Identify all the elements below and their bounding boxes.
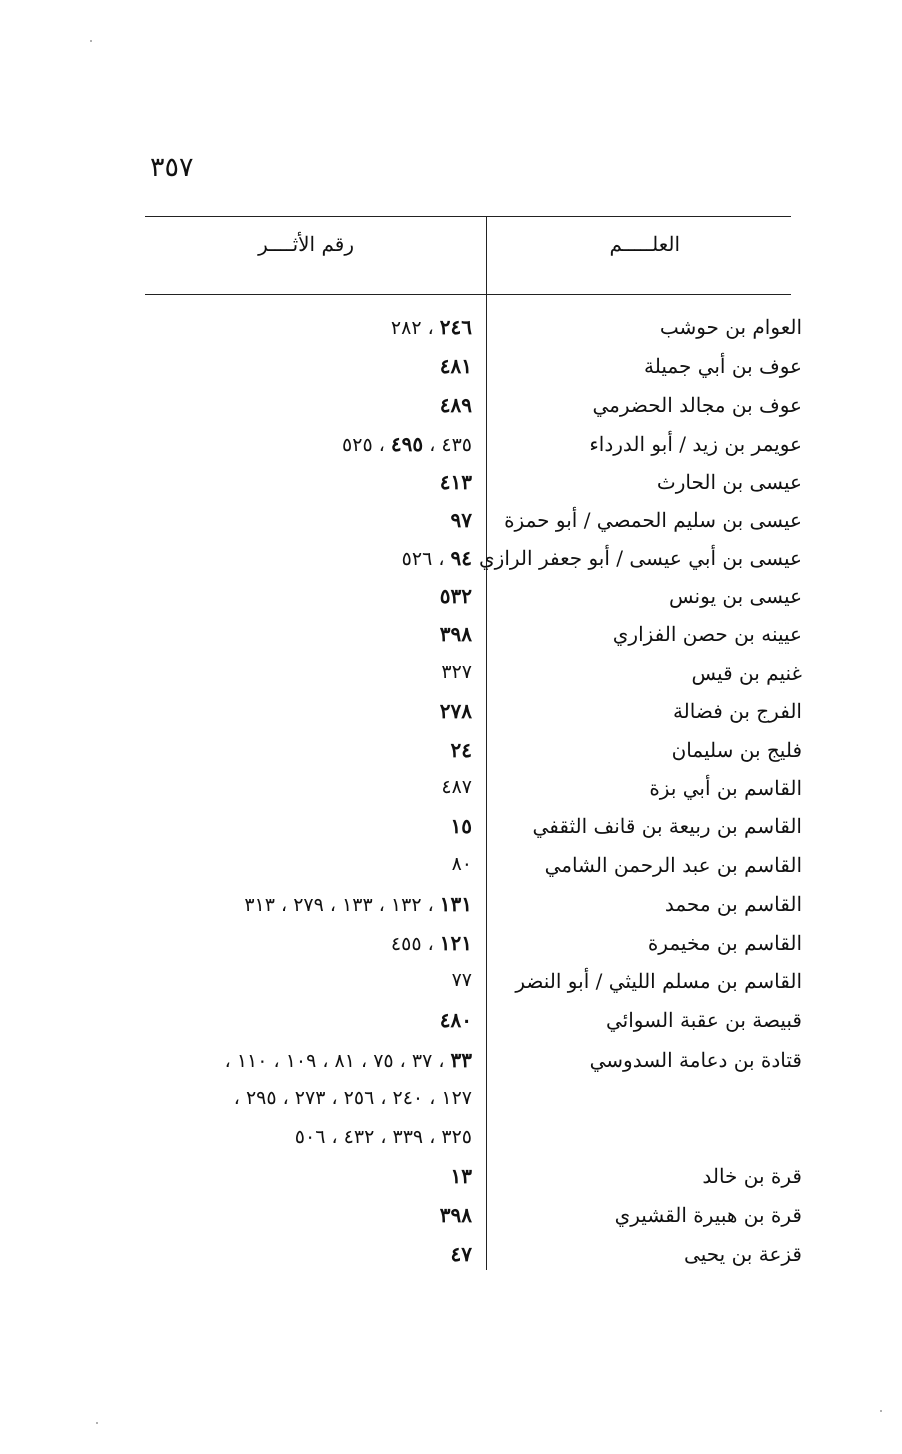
reference-number: ٨٠ [451,853,472,875]
reference-numbers [132,776,472,798]
reference-number: ٥٢٥ [342,434,373,456]
reference-number: ٢٧٣ [294,1087,326,1109]
table-row [0,738,902,772]
reference-number: ٢٨٢ [390,317,422,339]
reference-number: ٥٣٢ [439,584,472,608]
person-name: عيسى بن الحارث [656,470,802,494]
reference-numbers [132,1126,472,1148]
reference-number: ٣٣٩ [392,1126,424,1148]
reference-number: ٤٣٢ [343,1126,375,1148]
reference-number: ٤٧ [450,1242,472,1266]
person-name: القاسم بن محمد [664,892,802,916]
table-row [0,969,902,1003]
reference-number: ٢٤ [450,738,472,762]
reference-number: ٩٤ [450,546,472,570]
table-row [0,1008,902,1042]
reference-numbers [132,470,472,494]
separator: ، [281,894,288,916]
reference-number: ٣٩٨ [439,622,472,646]
person-name: عيسى بن سليم الحمصي / أبو حمزة [504,508,802,532]
reference-numbers [132,393,472,417]
table-row [0,432,902,466]
separator: ، [429,1126,436,1148]
reference-number: ٢٥٦ [343,1087,375,1109]
reference-number: ٢٧٩ [293,894,324,916]
reference-number: ٤٨١ [439,354,472,378]
reference-number: ٣٩٨ [439,1203,472,1227]
separator: ، [438,548,445,570]
reference-number: ١٣٢ [390,894,422,916]
reference-numbers [132,315,472,339]
header-name: العلـــــم [609,232,680,256]
reference-number: ٢٧٨ [439,699,472,723]
reference-number: ٤٨٧ [441,776,472,798]
reference-numbers [132,892,472,916]
reference-number: ١٢٧ [441,1087,472,1109]
reference-numbers [132,546,472,570]
table-row [0,814,902,848]
separator: ، [429,1087,436,1109]
scan-speck [96,1422,98,1424]
table-row [0,470,902,504]
header-reference-number: رقم الأثــــر [258,232,354,256]
person-name: القاسم بن عبد الرحمن الشامي [544,853,802,877]
reference-numbers [132,1087,472,1109]
separator: ، [429,434,436,456]
reference-number: ٧٧ [451,969,472,991]
person-name: عيسى بن يونس [669,584,802,608]
reference-number: ١٣ [450,1164,472,1188]
separator: ، [399,1050,406,1072]
person-name: قرة بن هبيرة القشيري [614,1203,802,1227]
person-name: عيسى بن أبي عيسى / أبو جعفر الرازي [479,546,802,570]
reference-number: ٧٥ [373,1050,394,1072]
reference-number: ٤٥٥ [390,933,422,955]
table-row [0,1087,902,1121]
reference-numbers [132,1164,472,1188]
table-row [0,1203,902,1237]
reference-numbers [132,1242,472,1266]
table-row [0,1126,902,1160]
reference-number: ٤٩٥ [390,432,424,456]
person-name: عيينه بن حصن الفزاري [612,622,802,646]
reference-number: ٣٢٧ [441,661,472,683]
separator: ، [378,434,385,456]
table-row [0,546,902,580]
table-row [0,892,902,926]
reference-number: ٤٨٩ [439,393,472,417]
separator: ، [380,1087,387,1109]
reference-numbers [132,931,472,955]
table-row [0,584,902,618]
reference-number: ٢٤٠ [392,1087,424,1109]
person-name: قرة بن خالد [702,1164,802,1188]
reference-number: ٣٣ [450,1048,472,1072]
reference-number: ٨١ [334,1050,355,1072]
reference-number: ٣٧ [411,1050,433,1072]
separator: ، [224,1050,231,1072]
person-name: قتادة بن دعامة السدوسي [589,1048,802,1072]
separator: ، [427,933,434,955]
reference-number: ١٥ [450,814,472,838]
separator: ، [322,1050,329,1072]
separator: ، [331,1126,338,1148]
table-row [0,776,902,810]
reference-number: ٥٠٦ [294,1126,326,1148]
reference-numbers [132,508,472,532]
table-row [0,853,902,887]
person-name: القاسم بن ربيعة بن قانف الثقفي [532,814,802,838]
reference-number: ١١٠ [236,1050,268,1072]
separator: ، [427,317,434,339]
table-row [0,315,902,349]
separator: ، [233,1087,240,1109]
person-name: القاسم بن أبي بزة [649,776,802,800]
person-name: قزعة بن يحيى [684,1242,802,1266]
reference-number: ٣٢٥ [441,1126,472,1148]
person-name: العوام بن حوشب [659,315,802,339]
reference-numbers [132,853,472,875]
table-row [0,1048,902,1082]
table-row [0,354,902,388]
reference-numbers [132,699,472,723]
reference-numbers [132,738,472,762]
separator: ، [438,1050,445,1072]
separator: ، [282,1087,289,1109]
table-row [0,699,902,733]
reference-numbers [132,584,472,608]
person-name: الفرج بن فضالة [672,699,802,723]
separator: ، [378,894,385,916]
reference-number: ٢٩٥ [245,1087,277,1109]
person-name: فليج بن سليمان [671,738,802,762]
person-name: القاسم بن مسلم الليثي / أبو النضر [515,969,802,993]
person-name: قبيصة بن عقبة السوائي [606,1008,802,1032]
table-header-rule [145,294,791,295]
page-number: ٣٥٧ [150,152,194,183]
reference-number: ٤١٣ [439,470,472,494]
table-row [0,1242,902,1276]
table-row [0,393,902,427]
reference-number: ١٠٩ [285,1050,317,1072]
person-name: عوف بن أبي جميلة [644,354,802,378]
table-row [0,622,902,656]
scan-speck [90,40,92,42]
separator: ، [273,1050,280,1072]
separator: ، [331,1087,338,1109]
reference-number: ٤٨٠ [439,1008,472,1032]
person-name: غنيم بن قيس [691,661,802,685]
separator: ، [380,1126,387,1148]
reference-numbers [132,354,472,378]
person-name: القاسم بن مخيمرة [647,931,802,955]
reference-numbers [132,1008,472,1032]
table-row [0,1164,902,1198]
reference-numbers [132,661,472,683]
reference-numbers [132,814,472,838]
reference-number: ٤٣٥ [441,434,472,456]
table-top-rule [145,216,791,217]
reference-numbers [132,1203,472,1227]
reference-numbers [132,622,472,646]
person-name: عويمر بن زيد / أبو الدرداء [589,432,802,456]
separator: ، [361,1050,368,1072]
reference-number: ١٣٣ [342,894,373,916]
separator: ، [329,894,336,916]
table-row [0,931,902,965]
scan-speck [880,1410,882,1412]
table-row [0,508,902,542]
reference-number: ١٢١ [439,931,472,955]
reference-number: ٩٧ [450,508,472,532]
person-name: عوف بن مجالد الحضرمي [592,393,802,417]
reference-numbers [132,969,472,991]
reference-number: ٣١٣ [244,894,275,916]
reference-numbers [132,432,472,456]
reference-number: ٥٢٦ [401,548,433,570]
separator: ، [427,894,434,916]
reference-numbers [132,1048,472,1072]
table-row [0,661,902,695]
reference-number: ٢٤٦ [439,315,472,339]
reference-number: ١٣١ [439,892,472,916]
